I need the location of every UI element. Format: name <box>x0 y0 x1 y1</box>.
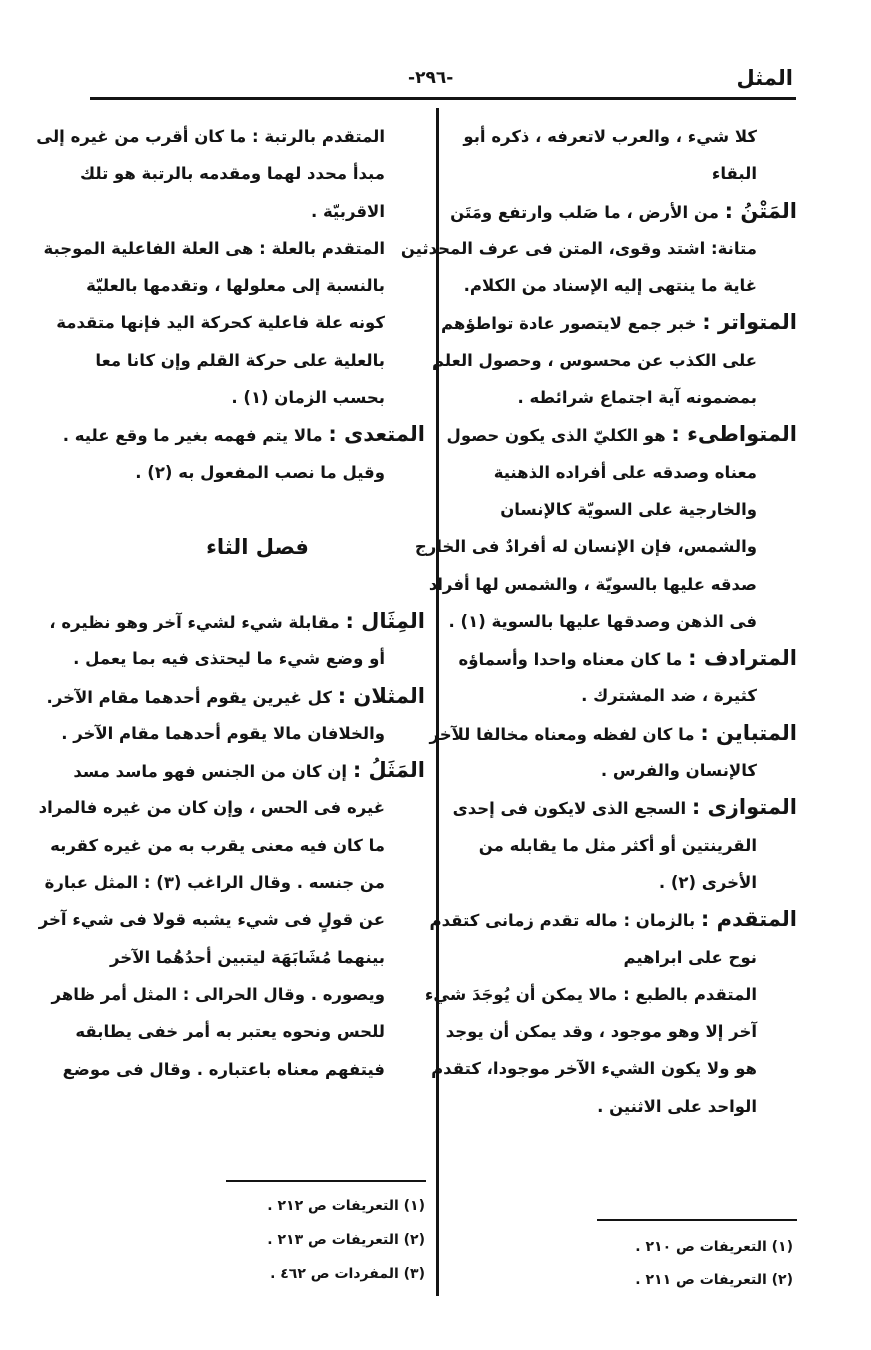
text-line <box>455 677 797 714</box>
line-text: الاقربيّة . <box>311 201 385 221</box>
text-line <box>428 566 797 603</box>
line-text: فيتفهم معناه باعتباره . وقال فى موضع <box>62 1059 385 1079</box>
line-text: ما كان معناه واحدا وأسماؤه <box>458 650 689 670</box>
text-line <box>90 939 425 976</box>
text-line <box>44 864 425 901</box>
line-text: من جنسه . وقال الراغب (٣) : المثل عبارة <box>44 873 385 893</box>
section-heading: فصل الثاء <box>206 534 309 559</box>
line-text: فى الذهن وصدقها عليها بالسوية (١) . <box>448 611 757 631</box>
line-text: المتقدم بالعلة : هى العلة الفاعلية الموجبة <box>43 238 385 258</box>
text-line <box>46 678 425 715</box>
text-line <box>424 976 797 1013</box>
text-line <box>446 416 797 453</box>
footnote-left-3: (٣) المفردات ص ٤٦٢ . <box>270 1266 425 1282</box>
line-text: الواحد على الاثنين . <box>597 1096 757 1116</box>
text-line <box>445 1013 797 1050</box>
footnote-rule-right <box>597 1219 797 1221</box>
entry-term: المثلان : <box>337 683 425 708</box>
text-line <box>90 342 425 379</box>
line-text: ويصوره . وقال الحرالى : المثل أمر ظاهر <box>51 984 385 1004</box>
line-text: بالنسبة إلى معلولها ، وتقدمها بالعليّة <box>86 276 385 296</box>
line-text: بالزمان : ماله تقدم زمانى كتقدم <box>429 911 701 931</box>
text-line <box>90 193 425 230</box>
text-line <box>450 193 797 230</box>
line-text: هو ولا يكون الشيء الآخر موجودا، كتقدم <box>431 1059 757 1079</box>
entry-term: المتوازى : <box>691 795 797 820</box>
line-text: من الأرض ، ما صَلب وارتفع ومَتَن <box>450 202 725 222</box>
footnote-left-1: (١) التعريفات ص ٢١٢ . <box>267 1198 425 1214</box>
line-text: بينهما مُشَابَهَة ليتبين أحدُهُما الآخر <box>110 947 385 967</box>
text-line <box>73 752 425 789</box>
text-line <box>452 789 797 826</box>
line-text: عن قولٍ فى شيء يشبه قولا فى شيء آخر <box>38 910 385 930</box>
entry-term: المتقدم : <box>700 907 797 932</box>
running-title: المثل <box>736 66 793 90</box>
text-line <box>90 379 425 416</box>
entry-term: المَتْنُ : <box>724 198 797 223</box>
text-line <box>440 304 797 341</box>
line-text: الأخرى (٢) . <box>658 872 757 892</box>
line-text: والخلافان مالا يقوم أحدهما مقام الآخر . <box>61 723 385 743</box>
left-column <box>36 118 425 1088</box>
text-line <box>79 155 425 192</box>
line-text: على الكذب عن محسوس ، وحصول العلم <box>431 350 757 370</box>
line-text: السجع الذى لايكون فى إحدى <box>452 799 692 819</box>
line-text: إن كان من الجنس فهو ماسد مسد <box>73 762 353 782</box>
text-line <box>62 416 425 453</box>
text-line <box>61 715 425 752</box>
line-text: القرينتين أو أكثر مثل ما يقابله من <box>478 835 757 855</box>
line-text: المتقدم بالرتبة : ما كان أقرب من غيره إلى <box>36 127 385 146</box>
text-line <box>455 454 797 491</box>
text-line <box>50 827 425 864</box>
text-line <box>90 454 425 491</box>
entry-term: المَثَلُ : <box>352 758 425 783</box>
line-text: آخر إلا وهو موجود ، وقد يمكن أن يوجد <box>445 1022 757 1042</box>
entry-term: المتواتر : <box>702 310 797 335</box>
footnote-right-2: (٢) التعريفات ص ٢١١ . <box>635 1272 793 1288</box>
line-text: كونه علة فاعلية كحركة اليد فإنها متقدمة <box>56 313 385 333</box>
line-text: وقيل ما نصب المفعول به (٢) . <box>135 462 385 482</box>
line-text: المتقدم بالطبع : مالا يمكن أن يُوجَدَ شيء <box>424 984 757 1004</box>
line-text: مالا يتم فهمه بغير ما وقع عليه . <box>62 426 329 446</box>
line-text: نوح على ابراهيم <box>623 947 757 967</box>
entry-term: المتباين : <box>700 720 797 745</box>
line-text: بمضمونه آية اجتماع شرائطه . <box>517 388 757 408</box>
text-line <box>455 491 797 528</box>
text-line <box>455 827 797 864</box>
line-text: صدقه عليها بالسويّة ، والشمس لها أفراد <box>428 574 757 594</box>
line-text: مقابلة شيء لشيء آخر وهو نظيره ، <box>49 612 346 632</box>
text-line <box>38 789 425 826</box>
column-divider <box>436 108 439 1296</box>
line-text: خبر جمع لايتصور عادة تواطؤهم <box>440 314 703 334</box>
line-text: ما كان فيه معنى يقرب به من غيره كقربه <box>50 835 385 855</box>
entry-term: المِثَال : <box>345 608 425 633</box>
text-line <box>455 1088 797 1125</box>
header-rule <box>90 97 796 100</box>
line-text: مبدأ محدد لهما ومقدمه بالرتبة هو تلك <box>79 164 385 184</box>
text-line <box>56 304 425 341</box>
line-text: كلا شيء ، والعرب لاتعرفه ، ذكره أبو <box>463 127 757 146</box>
text-line <box>43 230 425 267</box>
line-text: البقاء <box>711 164 757 184</box>
line-text: كل غيرين يقوم أحدهما مقام الآخر. <box>46 687 338 707</box>
text-line <box>414 528 797 565</box>
text-line <box>448 603 797 640</box>
line-text: معناه وصدقه على أفراده الذهنية <box>493 462 757 482</box>
footnote-right-1: (١) التعريفات ص ٢١٠ . <box>635 1239 793 1255</box>
line-text: والشمس، فإن الإنسان له أفرادٌ فى الخارج <box>414 537 757 557</box>
line-text: غاية ما ينتهى إليه الإسناد من الكلام. <box>463 276 757 296</box>
line-text: ما كان لفظه ومعناه مخالفا للآخر <box>429 724 701 744</box>
right-column <box>400 118 797 1125</box>
text-line <box>75 1013 425 1050</box>
text-line <box>455 864 797 901</box>
text-line <box>455 752 797 789</box>
text-line <box>431 342 797 379</box>
text-line <box>431 1050 797 1087</box>
text-line <box>73 640 425 677</box>
text-line <box>429 715 797 752</box>
text-line <box>455 640 797 677</box>
line-text: للحس ونحوه يعتبر به أمر خفى يطابقه <box>75 1022 385 1042</box>
text-line <box>400 230 797 267</box>
line-text: كالإنسان والفرس . <box>600 761 757 781</box>
line-text: بالعلية على حركة القلم وإن كانا معا <box>95 350 385 370</box>
line-text: كثيرة ، ضد المشترك . <box>581 686 757 706</box>
text-line <box>455 155 797 192</box>
text-line <box>86 267 425 304</box>
text-line <box>36 118 425 155</box>
text-line <box>455 118 797 155</box>
text-line <box>38 901 425 938</box>
text-line <box>49 603 425 640</box>
entry-term: المتعدى : <box>328 422 425 447</box>
line-text: هو الكليّ الذى يكون حصول <box>446 426 672 446</box>
text-line <box>62 1051 425 1088</box>
footnote-left-2: (٢) التعريفات ص ٢١٣ . <box>267 1232 425 1248</box>
line-text: أو وضع شيء ما ليحتذى فيه بما يعمل . <box>73 649 385 669</box>
text-line <box>429 901 797 938</box>
entry-term: المتواطىء : <box>671 422 797 447</box>
text-line <box>51 976 425 1013</box>
entry-term: المترادف : <box>688 646 797 671</box>
line-text: غيره فى الحس ، وإن كان من غيره فالمراد <box>38 798 385 818</box>
page-number: -٢٩٦- <box>408 68 454 88</box>
line-text: متانة: اشتد وقوى، المتن فى عرف المحدثين <box>400 238 757 258</box>
text-line <box>455 267 797 304</box>
text-line <box>455 939 797 976</box>
text-line <box>455 379 797 416</box>
line-text: والخارجية على السويّة كالإنسان <box>500 499 757 519</box>
footnote-rule-left <box>226 1180 426 1182</box>
line-text: بحسب الزمان (١) . <box>231 388 385 408</box>
